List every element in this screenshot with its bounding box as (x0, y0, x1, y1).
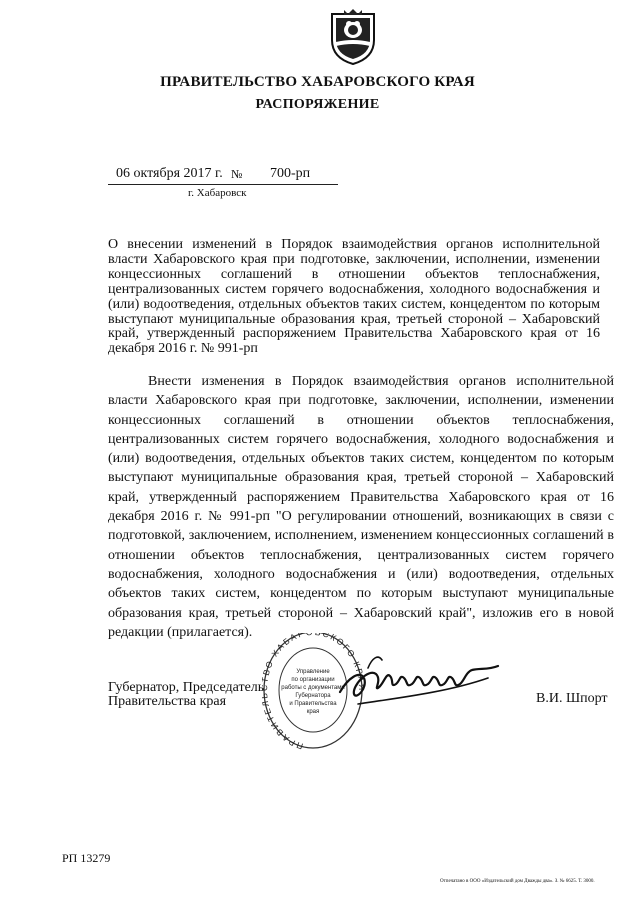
handwritten-signature-icon (338, 648, 506, 708)
svg-text:по организации: по организации (291, 677, 335, 683)
svg-text:работы с документами: работы с документами (281, 685, 345, 691)
document-date: 06 октября 2017 г. (116, 166, 223, 181)
signer-position-line1: Губернатор, Председатель (108, 680, 265, 695)
number-sign: № (231, 167, 243, 181)
svg-text:Управление: Управление (296, 669, 330, 675)
document-body: Внести изменения в Порядок взаимодействия органов исполнительной власти Хабаровского края при подготовке, заключении, исполнении, изменении концессионных соглашений в отношении объектов теплоснабжения, централизованных систем горячего водоснабжения, холодного водоснабжения и (или) водоотведения, отдельных объектов таких систем, концедентом по которым выступают муниципальные образования края, третьей стороной – Хабаровский край, утвержденный распоряжением Правительства Хабаровского края от 16 декабря 2016 г. № 991-рп "О регулировании отношений, возникающих в связи с подготовкой, заключением, исполнением, изменением концессионных соглашений в отношении объектов теплоснабжения, централизованных систем горячего водоснабжения, холодного водоснабжения и (или) водоотведения, отдельных объектов таких систем, концедентом по которым выступают муниципальные образования края, третьей стороной – Хабаровский край", изложив его в новой редакции (прилагается). (108, 374, 614, 640)
document-city: г. Хабаровск (188, 187, 247, 199)
svg-text:ПРАВИТЕЛЬСТВО ХАБАРОВСКОГО КРА: ПРАВИТЕ О ХАБАР СКОГО К (262, 633, 364, 752)
svg-text:края: края (306, 709, 320, 715)
org-title: ПРАВИТЕЛЬСТВО ХАБАРОВСКОГО КРАЯ (160, 74, 475, 90)
svg-text:и Правительства: и Правительства (289, 701, 337, 707)
khabarovsk-krai-coat-of-arms-icon (328, 8, 378, 66)
document-type: РАСПОРЯЖЕНИЕ (255, 97, 380, 112)
svg-text:Губернатора: Губернатора (295, 693, 331, 699)
registration-code: РП 13279 (62, 851, 111, 865)
printer-note: Отпечатано в ООО «Издательский дом Дважды два». З. № 6625. Т. 3000. (440, 879, 595, 884)
signer-name: В.И. Шпорт (536, 691, 608, 706)
date-number-line (108, 166, 338, 185)
document-number: 700-рп (270, 166, 311, 181)
signer-position-line2: Правительства края (108, 694, 227, 709)
document-subject: О внесении изменений в Порядок взаимодействия органов исполнительной власти Хабаровского края при подготовке, заключении, исполнении, изменении концессионных соглашений в отношении объектов теплоснабжения, централизованных систем горячего водоснабжения, холодного водоснабжения и (или) водоотведения, отдельных объектов таких систем, концедентом по которым выступают муниципальные образования края, третьей стороной – Хабаровский край, утвержденный распоряжением Правительства Хабаровского края от 16 декабря 2016 г. № 991-рп (108, 237, 600, 357)
